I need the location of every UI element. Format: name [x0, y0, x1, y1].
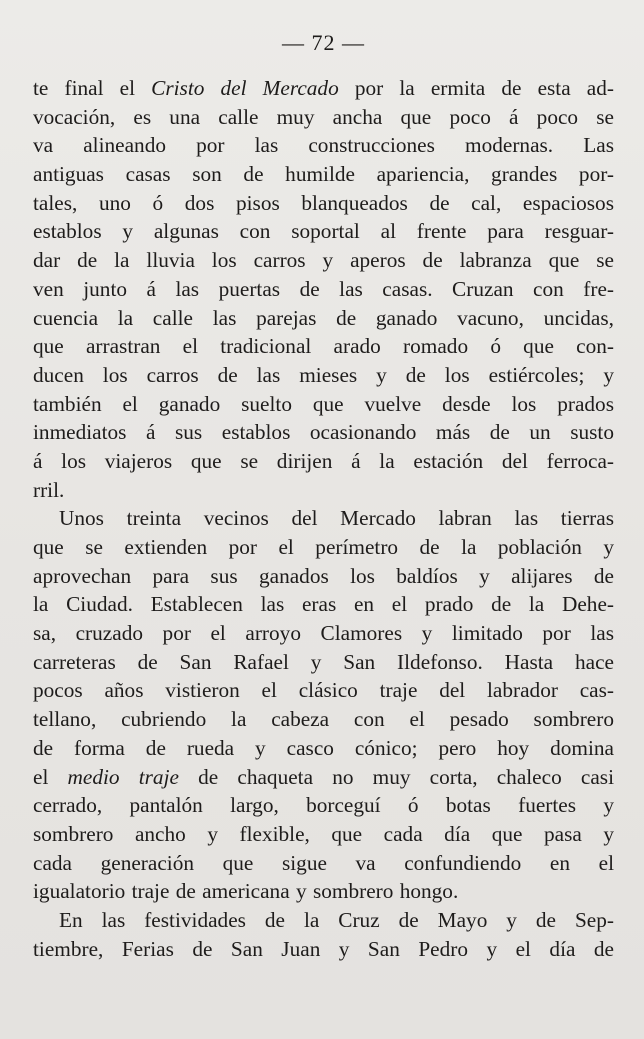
text-segment: En las festividades de la Cruz de Mayo y de Sep-: [59, 907, 614, 932]
text-segment: aprovechan para sus ganados los baldíos y alijares de: [33, 563, 614, 588]
paragraph: [33, 906, 614, 963]
text-line: [33, 447, 614, 476]
text-segment: establos y algunas con soportal al frente para resguar-: [33, 219, 614, 244]
text-segment: pocos años vistieron el clásico traje del labrador cas-: [33, 678, 614, 703]
text-segment: á los viajeros que se dirijen á la estación del ferroca-: [33, 448, 614, 473]
text-line: [33, 906, 614, 935]
text-line: [33, 304, 614, 333]
text-line: [33, 131, 614, 160]
text-segment: carreteras de San Rafael y San Ildefonso. Hasta hace: [33, 649, 614, 674]
text-line: [33, 590, 614, 619]
text-line: [33, 935, 614, 964]
text-segment: tellano, cubriendo la cabeza con el pesado sombrero: [33, 707, 614, 732]
text-line: [33, 246, 614, 275]
text-line: [33, 533, 614, 562]
text-segment: por la ermita de esta ad-: [338, 76, 614, 100]
text-line: [33, 361, 614, 390]
text-line: [33, 160, 614, 189]
text-line: [33, 648, 614, 677]
text-segment: ven junto á las puertas de las casas. Cruzan con fre-: [33, 276, 614, 301]
text-line: [33, 705, 614, 734]
text-line: [33, 275, 614, 304]
text-segment: de chaqueta no muy corta, chaleco casi: [178, 764, 615, 789]
text-line: [33, 332, 614, 361]
text-segment: Unos treinta vecinos del Mercado labran las tierras: [59, 506, 614, 531]
text-line: [33, 390, 614, 419]
text-segment: ducen los carros de las mieses y de los estiércoles; y: [33, 362, 614, 387]
text-segment: que arrastran el tradicional arado romado ó que con-: [33, 334, 614, 359]
text-segment: rril.: [33, 477, 65, 502]
paragraph: [33, 74, 614, 504]
text-line: [33, 877, 614, 906]
text-line: [33, 763, 614, 792]
text-segment: de forma de rueda y casco cónico; pero hoy domina: [33, 735, 614, 760]
text-line: [33, 476, 614, 505]
text-segment: también el ganado suelto que vuelve desde los prados: [33, 391, 614, 416]
text-segment: el: [33, 764, 68, 789]
text-line: [33, 418, 614, 447]
text-line: [33, 504, 614, 533]
text-line: [33, 734, 614, 763]
text-segment: cada generación que sigue va confundiendo en el: [33, 850, 614, 875]
text-segment: vocación, es una calle muy ancha que poco á poco se: [33, 104, 614, 129]
italic-phrase: Cristo del Mercado: [151, 76, 339, 100]
text-line: [33, 849, 614, 878]
text-segment: la Ciudad. Establecen las eras en el prado de la Dehe-: [33, 592, 614, 617]
text-segment: dar de la lluvia los carros y aperos de labranza que se: [33, 248, 614, 273]
text-line: [33, 189, 614, 218]
paragraph: [33, 504, 614, 906]
text-segment: tiembre, Ferias de San Juan y San Pedro y el día de: [33, 936, 614, 961]
text-segment: cuencia la calle las parejas de ganado vacuno, uncidas,: [33, 305, 614, 330]
text-segment: te final el: [33, 76, 152, 100]
text-segment: cerrado, pantalón largo, borceguí ó botas fuertes y: [33, 793, 614, 818]
text-line: [33, 562, 614, 591]
italic-phrase: medio traje: [67, 764, 179, 789]
page-number: — 72 —: [282, 30, 365, 55]
text-segment: antiguas casas son de humilde apariencia, grandes por-: [33, 162, 614, 187]
text-segment: va alineando por las construcciones modernas. Las: [33, 133, 614, 158]
text-line: [33, 619, 614, 648]
text-segment: igualatorio traje de americana y sombrero hongo.: [33, 879, 459, 904]
text-line: [33, 74, 614, 103]
text-line: [33, 791, 614, 820]
text-segment: tales, uno ó dos pisos blanqueados de cal, espaciosos: [33, 190, 614, 215]
body-text: [33, 74, 614, 963]
text-segment: que se extienden por el perímetro de la población y: [33, 535, 614, 559]
text-line: [33, 217, 614, 246]
text-segment: inmediatos á sus establos ocasionando más de un susto: [33, 420, 614, 445]
text-segment: sombrero ancho y flexible, que cada día que pasa y: [33, 821, 614, 846]
text-segment: sa, cruzado por el arroyo Clamores y limitado por las: [33, 621, 614, 646]
text-line: [33, 676, 614, 705]
text-line: [33, 103, 614, 132]
text-line: [33, 820, 614, 849]
